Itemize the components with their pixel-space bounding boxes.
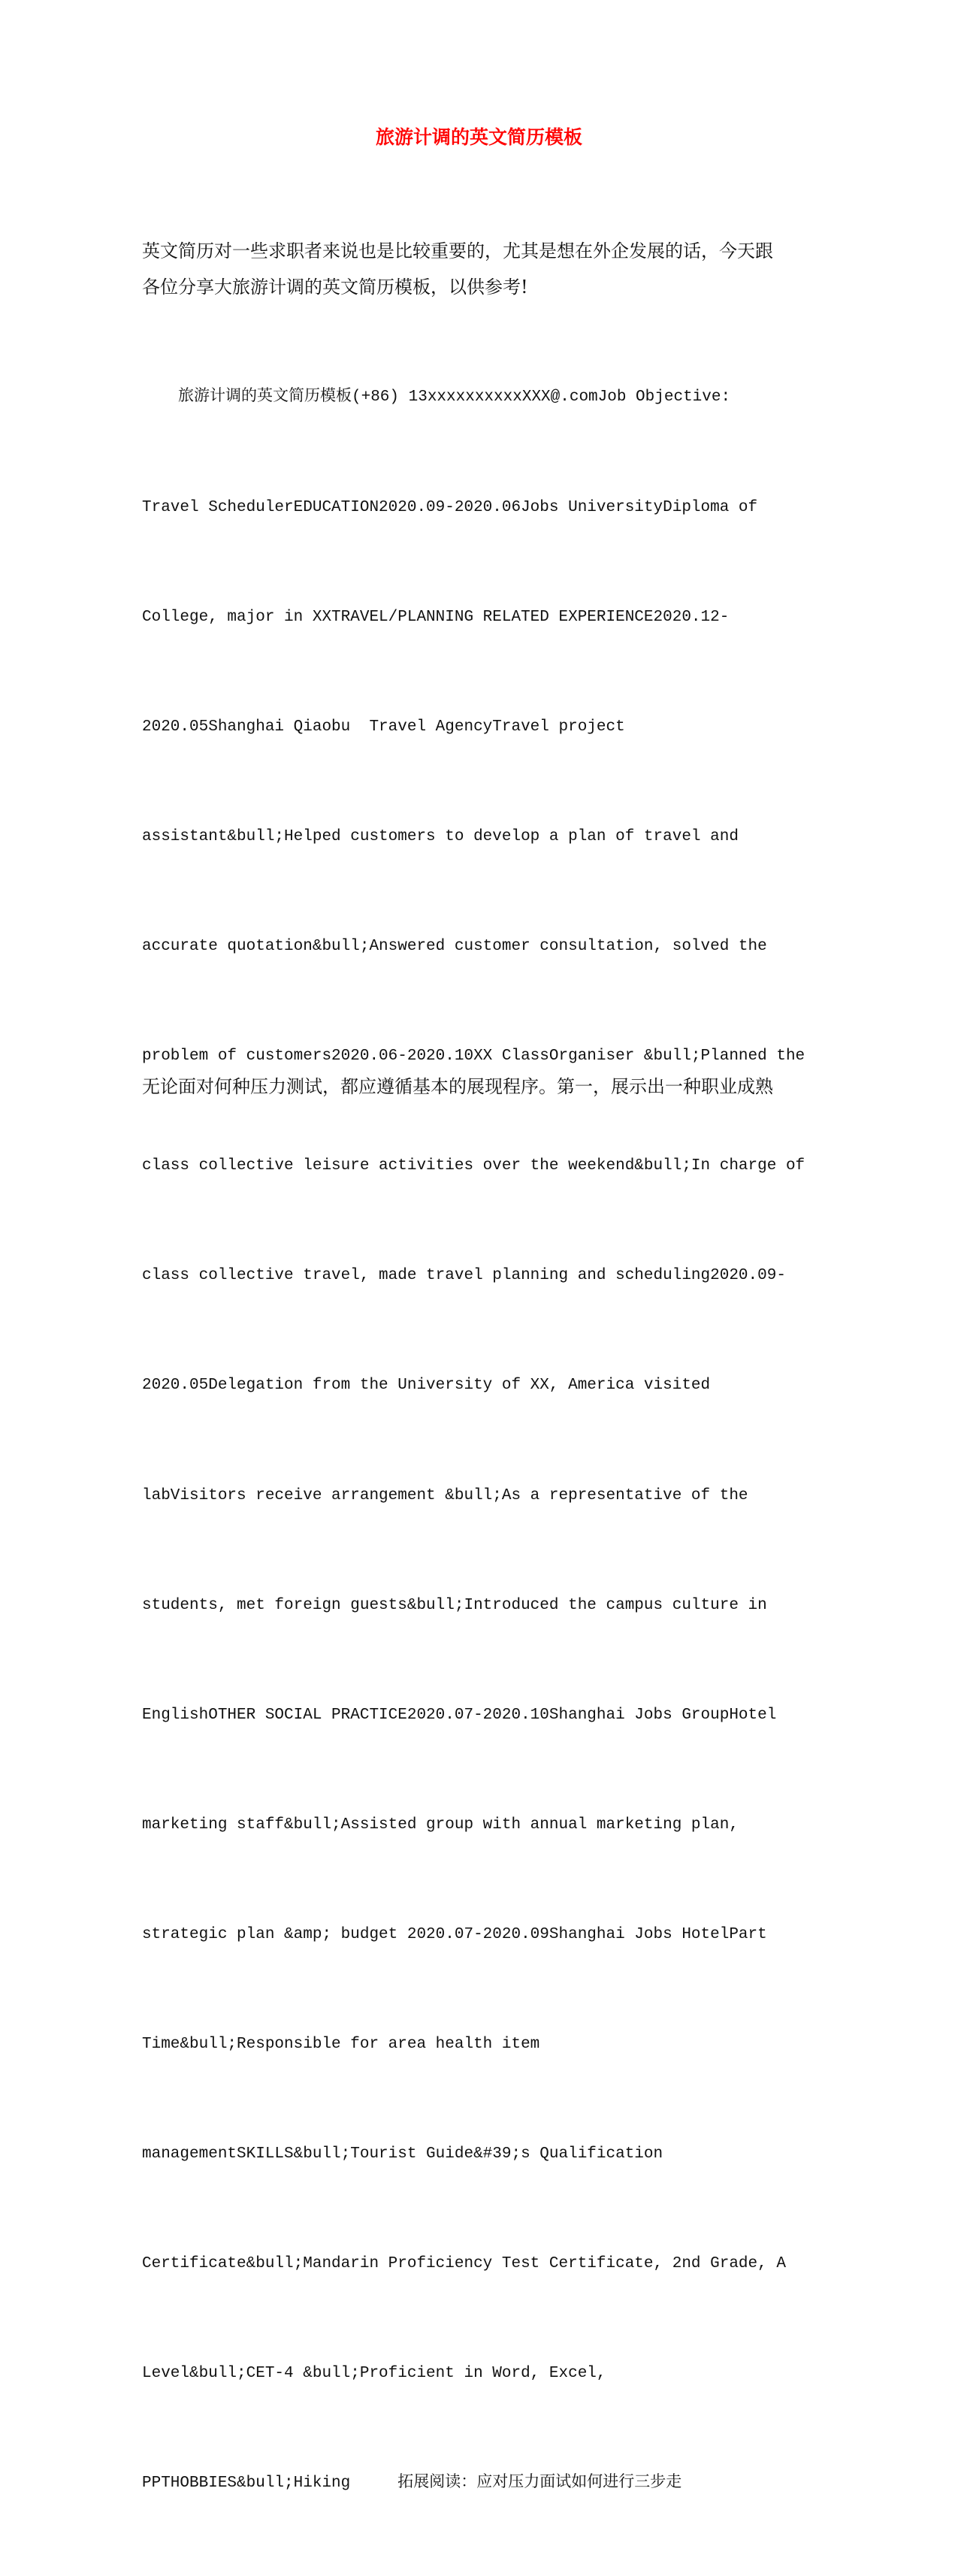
body-line: College, major in XXTRAVEL/PLANNING RELATED EXPERIENCE2020.12- [142, 608, 730, 626]
body-line: Time&bull;Responsible for area health item [142, 2036, 540, 2054]
body-line: class collective leisure activities over the weekend&bull;In charge of [142, 1157, 805, 1175]
body-line: accurate quotation&bull;Answered customer consultation, solved the [142, 937, 767, 955]
body-line: students, met foreign guests&bull;Introduced the campus culture in [142, 1596, 767, 1614]
body-line: assistant&bull;Helped customers to develop a plan of travel and [142, 827, 739, 845]
intro-line-1: 英文简历对一些求职者来说也是比较重要的，尤其是想在外企发展的话，今天跟 [142, 240, 773, 262]
body-line: marketing staff&bull;Assisted group with annual marketing plan, [142, 1816, 739, 1834]
document-title: 旅游计调的英文简历模板 [375, 126, 582, 148]
body-line: managementSKILLS&bull;Tourist Guide&#39;s Qualification [142, 2145, 663, 2163]
body-line: Level&bull;CET-4 &bull;Proficient in Word, Excel, [142, 2365, 606, 2383]
body-line: PPTHOBBIES&bull;Hiking 拓展阅读：应对压力面试如何进行三步走 [142, 2475, 682, 2493]
intro-paragraph [142, 233, 811, 305]
body-line: 2020.05Shanghai Qiaobu Travel AgencyTravel project [142, 718, 625, 736]
body-line: problem of customers2020.06-2020.10XX ClassOrganiser &bull;Planned the [142, 1048, 805, 1066]
body-line: strategic plan &amp; budget 2020.07-2020.09Shanghai Jobs HotelPart [142, 1925, 767, 1943]
body-line: EnglishOTHER SOCIAL PRACTICE2020.07-2020.10Shanghai Jobs GroupHotel [142, 1706, 777, 1724]
body-line: class collective travel, made travel planning and scheduling2020.09- [142, 1267, 786, 1285]
body-line: Certificate&bull;Mandarin Proficiency Test Certificate, 2nd Grade, A [142, 2255, 786, 2273]
resume-body [142, 307, 803, 2576]
closing-paragraph: 无论面对何种压力测试，都应遵循基本的展现程序。第一，展示出一种职业成熟 [142, 1076, 773, 1097]
body-line: Travel SchedulerEDUCATION2020.09-2020.06Jobs UniversityDiploma of [142, 498, 758, 516]
body-line: 2020.05Delegation from the University of XX, America visited [142, 1377, 711, 1395]
intro-line-2: 各位分享大旅游计调的英文简历模板，以供参考! [142, 277, 528, 298]
body-line: labVisitors receive arrangement &bull;As a representative of the [142, 1486, 748, 1504]
body-line: 旅游计调的英文简历模板(+86) 13xxxxxxxxxxXXX@.comJob Objective: [178, 389, 731, 407]
